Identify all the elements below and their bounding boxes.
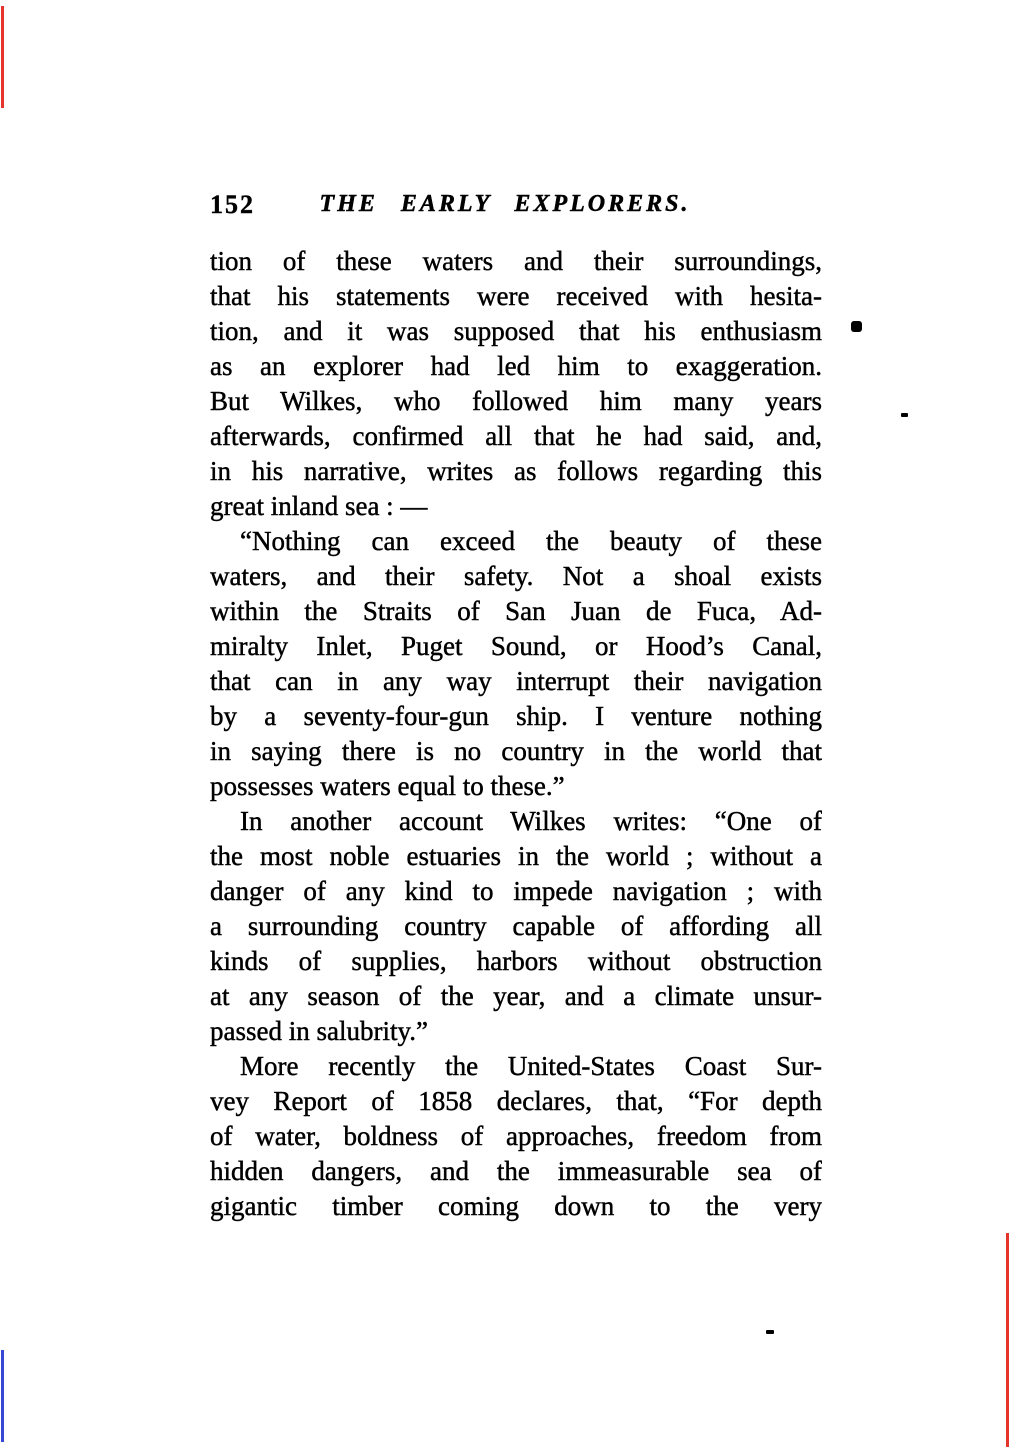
page-title: THE EARLY EXPLORERS. <box>319 191 691 217</box>
text-line: hidden dangers, and the immeasurable sea of <box>210 1156 822 1186</box>
ink-speck <box>851 321 862 332</box>
text-line: a surrounding country capable of affording all <box>210 911 822 941</box>
text-line: passed in salubrity.” <box>210 1016 428 1046</box>
text-block <box>210 244 822 1224</box>
text-line: In another account Wilkes writes: “One of <box>240 806 822 836</box>
ink-speck <box>766 1330 774 1334</box>
running-header <box>0 190 1010 220</box>
page-number: 152 <box>210 190 255 219</box>
scan-edge-mark-red <box>1006 1233 1009 1447</box>
text-line: the most noble estuaries in the world ; without a <box>210 841 822 871</box>
text-line: gigantic timber coming down to the very <box>210 1191 822 1221</box>
text-line: as an explorer had led him to exaggeration. <box>210 351 822 381</box>
text-line: in saying there is no country in the world that <box>210 736 822 766</box>
text-line: within the Straits of San Juan de Fuca, Ad- <box>210 596 822 626</box>
text-line: More recently the United-States Coast Sur- <box>240 1051 822 1081</box>
text-line: great inland sea : — <box>210 491 428 521</box>
text-line: But Wilkes, who followed him many years <box>210 386 822 416</box>
text-line: that his statements were received with hesita- <box>210 281 822 311</box>
text-line: miralty Inlet, Puget Sound, or Hood’s Canal, <box>210 631 822 661</box>
scan-edge-mark-blue <box>1 1350 4 1442</box>
text-line: tion of these waters and their surroundings, <box>210 246 822 276</box>
text-line: waters, and their safety. Not a shoal exists <box>210 561 822 591</box>
text-line: tion, and it was supposed that his enthusiasm <box>210 316 822 346</box>
text-line: in his narrative, writes as follows regarding this <box>210 456 822 486</box>
text-line: by a seventy-four-gun ship. I venture nothing <box>210 701 822 731</box>
text-line: of water, boldness of approaches, freedom from <box>210 1121 822 1151</box>
text-line: at any season of the year, and a climate unsur- <box>210 981 822 1011</box>
ink-speck <box>901 413 908 417</box>
text-line: danger of any kind to impede navigation ; with <box>210 876 822 906</box>
text-line: possesses waters equal to these.” <box>210 771 565 801</box>
text-line: that can in any way interrupt their navigation <box>210 666 822 696</box>
text-line: vey Report of 1858 declares, that, “For depth <box>210 1086 822 1116</box>
scan-edge-mark-red <box>1 6 4 108</box>
text-line: “Nothing can exceed the beauty of these <box>240 526 822 556</box>
text-line: kinds of supplies, harbors without obstruction <box>210 946 822 976</box>
text-line: afterwards, confirmed all that he had said, and, <box>210 421 822 451</box>
